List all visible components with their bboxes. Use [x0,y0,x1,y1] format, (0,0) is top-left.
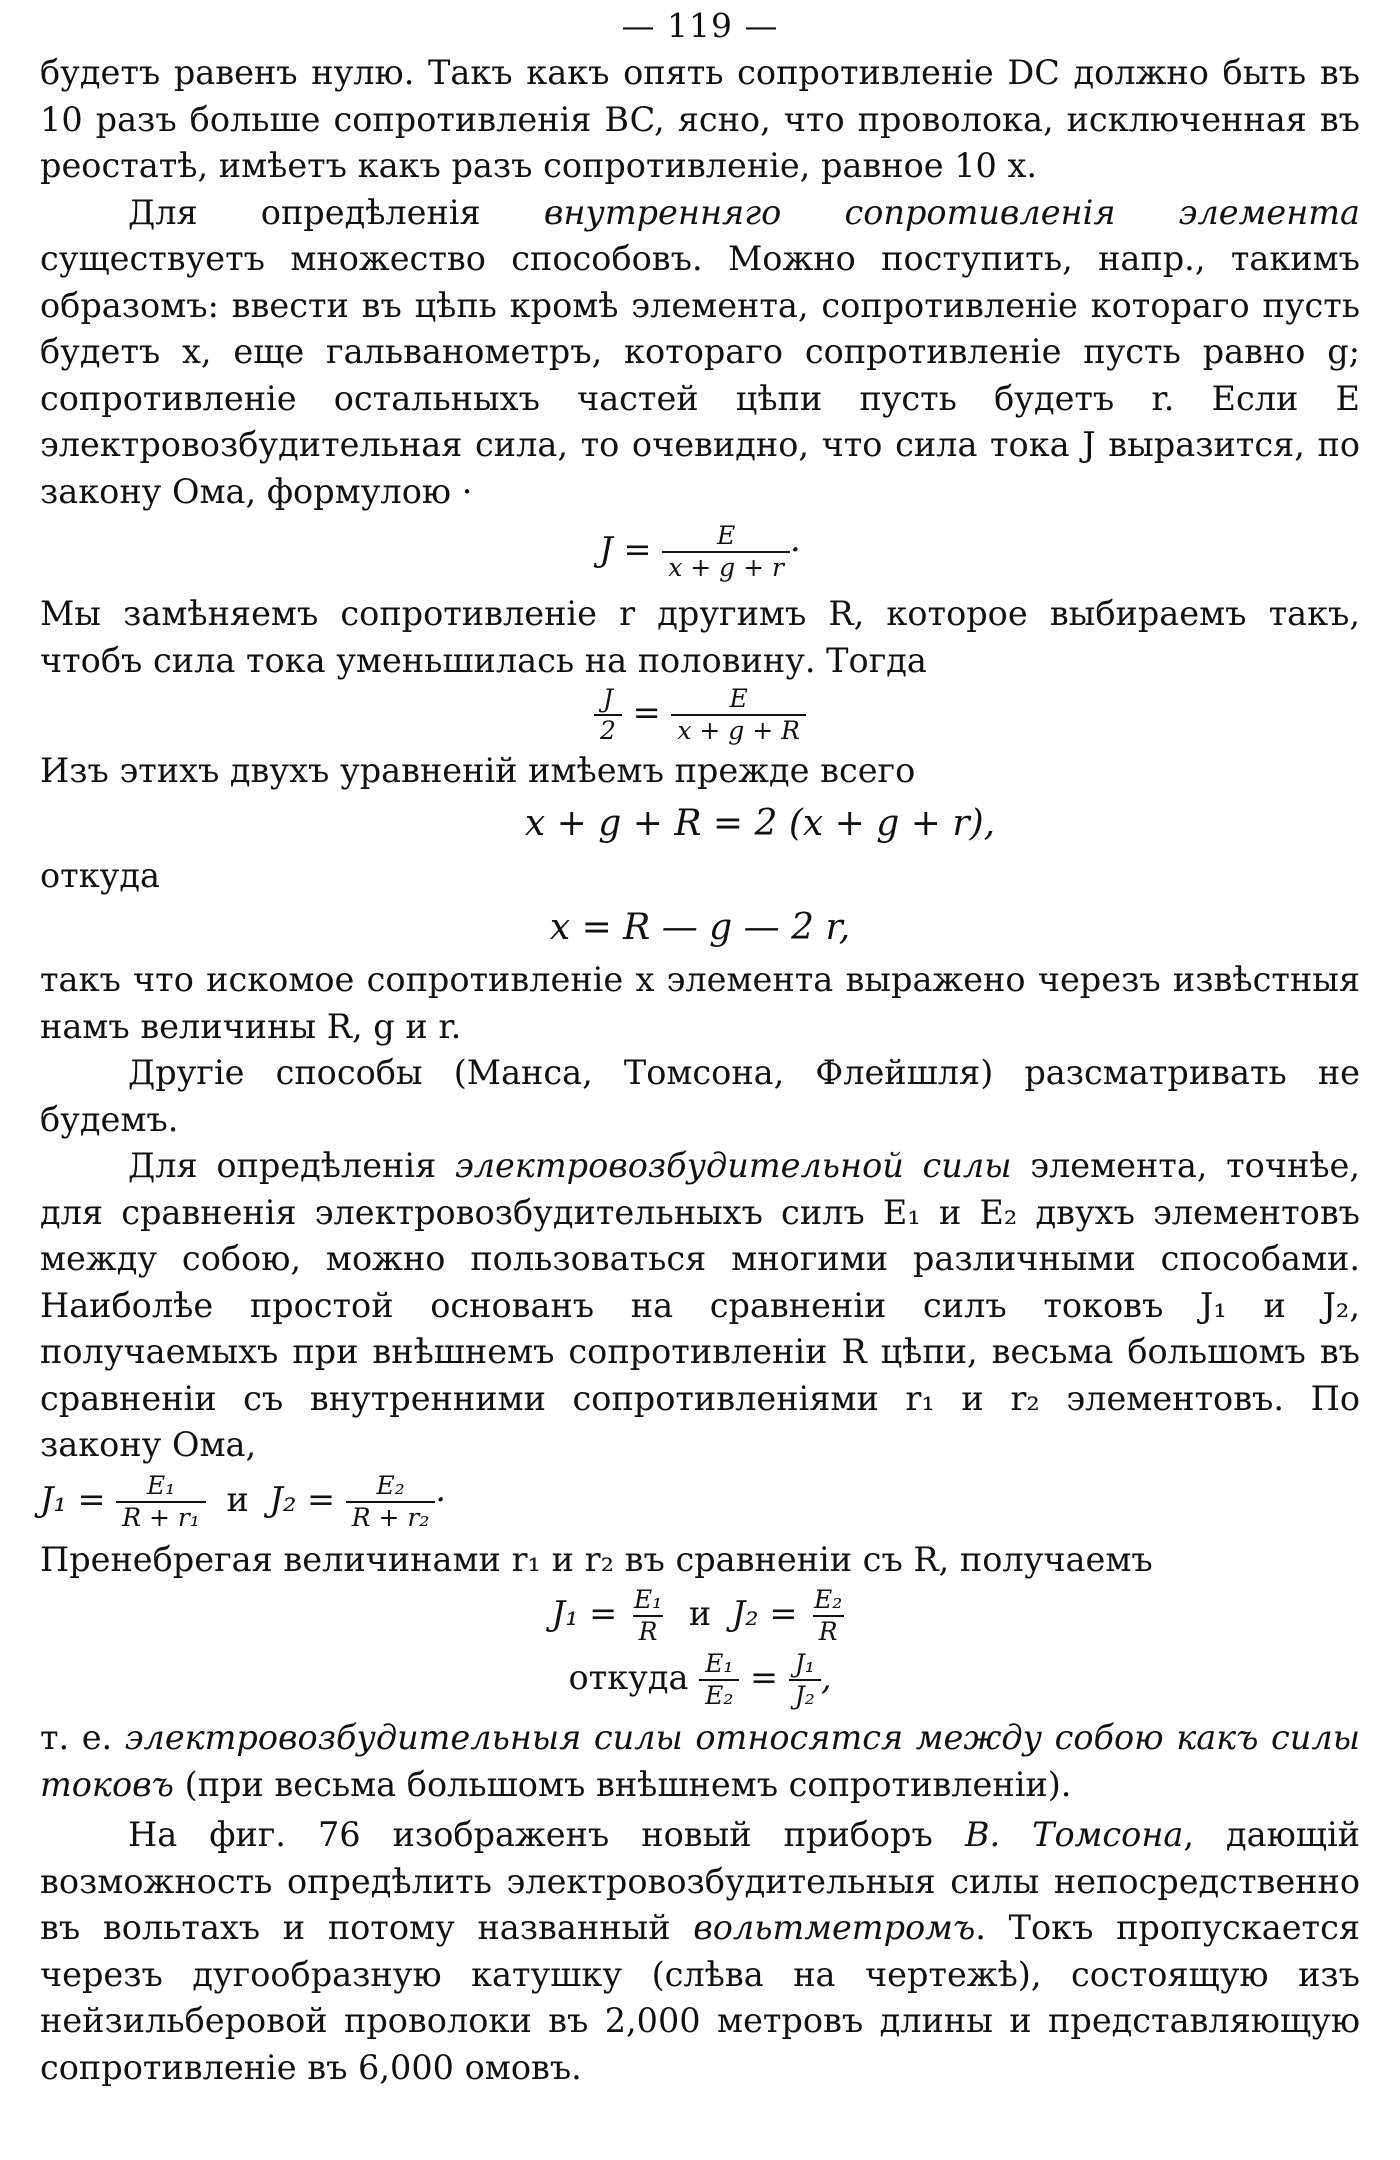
p10-text-c: (при весьма большомъ внѣшнемъ сопротивленіи). [173,1764,1072,1804]
eq5-denominator-1: R + r₁ [116,1501,206,1533]
eq6-lhs-1: J₁ = [551,1594,618,1633]
eq5-lhs-1: J₁ = [40,1479,106,1519]
page-number: — 119 — [621,6,779,45]
eq7-end: , [820,1658,832,1697]
p11-emphasis-term: вольтметромъ [693,1908,976,1947]
p11-text-a: На фиг. 76 изображенъ новый приборъ [128,1815,965,1854]
equation-5 [40,1471,1360,1533]
eq7-denominator-2: J₂ [789,1679,821,1711]
equation-6 [40,1585,1360,1647]
eq6-numerator-1: E₁ [633,1585,663,1614]
eq6-fraction-2 [808,1585,848,1647]
eq7-equals: = [750,1658,779,1697]
paragraph-10 [40,1715,1360,1808]
eq5-and: и [226,1479,249,1519]
eq7-fraction-1 [699,1649,739,1711]
eq5-fraction-2 [346,1471,436,1533]
eq6-fraction-1 [628,1585,668,1647]
p2-text-a: Для опредѣленія [128,192,544,232]
eq1-numerator: E [716,521,736,550]
eq6-denominator-2: R [813,1615,844,1647]
eq1-lhs: J = [599,530,652,569]
eq6-lhs-2: J₂ = [731,1594,798,1633]
paragraph-2 [40,190,1360,516]
eq5-fraction-1 [116,1471,206,1533]
eq1-denominator: x + g + r [662,551,790,583]
eq2-left-fraction [594,684,622,746]
paragraph-3: Мы замѣняемъ сопротивленіе r другимъ R, которое выбираемъ такъ, чтобъ сила тока уменьшилась на половину. Тогда [40,594,1360,680]
p10-emphasis: электровозбудительныя силы относятся между собою какъ силы токовъ [40,1718,1360,1804]
eq7-denominator-1: E₂ [699,1679,739,1711]
eq2-right-denominator: x + g + R [671,714,806,746]
p11-text-e: . Токъ пропускается черезъ дугообразную катушку (слѣва на чертежѣ), состоящую изъ нейзильберовой проволоки въ 2,000 метровъ длины и представляющую сопротивленіе въ 6,000 омовъ. [40,1908,1360,2087]
p8-emphasis: электровозбудительной силы [454,1146,1012,1185]
paragraph-1: будетъ равенъ нулю. Такъ какъ опять сопротивленіе DC должно быть въ 10 разъ больше сопротивленія BC, ясно, что проволока, исключенная въ реостатѣ, имѣетъ какъ разъ сопротивленіе, равное 10 x. [40,53,1360,185]
eq7-numerator-2: J₁ [794,1649,815,1678]
eq6-numerator-2: E₂ [814,1585,843,1614]
eq6-denominator-1: R [633,1615,664,1647]
p2-emphasis: внутренняго сопротивленія элемента [543,192,1360,232]
equation-3: x + g + R = 2 (x + g + r), [524,802,996,844]
equation-4: x = R — g — 2 r, [549,907,851,948]
book-page [40,0,1360,2091]
eq1-fraction [662,521,790,583]
eq2-equals: = [632,693,661,732]
eq2-right-fraction [671,684,806,746]
eq2-left-numerator: J [602,684,614,713]
paragraph-5: откуда [40,855,160,895]
p8-text-c: элемента, точнѣе, для сравненія электровозбудительныхъ силъ E₁ и E₂ двухъ элементовъ между собою, можно пользоваться многими различными способами. Наиболѣе простой основанъ на сравненіи силъ токовъ J₁ и J₂, получаемыхъ при внѣшнемъ сопротивленіи R цѣпи, весьма большомъ въ сравненіи съ внутренними сопротивленіями r₁ и r₂ элементовъ. По закону Ома, [40,1146,1360,1464]
paragraph-4: Изъ этихъ двухъ уравненій имѣемъ прежде всего [40,751,916,790]
p10-text-a: т. е. [40,1718,125,1757]
eq2-right-numerator: E [729,684,748,713]
paragraph-9: Пренебрегая величинами r₁ и r₂ въ сравненіи съ R, получаемъ [40,1539,1153,1579]
eq7-fraction-2 [789,1649,821,1711]
eq5-denominator-2: R + r₂ [346,1501,436,1533]
eq2-left-denominator: 2 [594,714,622,746]
paragraph-11 [40,1812,1360,2091]
eq7-whence: откуда [568,1658,689,1697]
eq5-numerator-2: E₂ [376,1470,405,1500]
p11-emphasis-name: В. Томсона [964,1815,1184,1854]
equation-2 [40,684,1360,746]
eq5-lhs-2: J₂ = [269,1479,336,1519]
p8-text-a: Для опредѣленія [128,1146,455,1185]
eq5-end: · [435,1479,447,1519]
paragraph-7: Другіе способы (Манса, Томсона, Флейшля) разсматривать не будемъ. [40,1053,1360,1139]
p2-text-c: существуетъ множество способовъ. Можно поступить, напр., такимъ образомъ: ввести въ цѣпь кромѣ элемента, сопротивленіе котораго пусть будетъ x, еще гальванометръ, котораго сопротивленіе пусть равно g; сопротивленіе остальныхъ частей цѣпи пусть будетъ r. Если E электровозбудительная сила, то очевидно, что сила тока J выразится, по закону Ома, формулою · [40,239,1360,511]
eq7-numerator-1: E₁ [705,1649,734,1678]
equation-1 [40,521,1360,583]
p11-text-c: , дающій возможность опредѣлить электровозбудительныя силы непосредственно въ вольтахъ и потому названный [40,1815,1360,1947]
eq6-and: и [688,1594,712,1633]
equation-7 [40,1649,1360,1711]
eq5-numerator-1: E₁ [146,1470,176,1500]
eq1-end: · [789,530,801,569]
paragraph-8 [40,1143,1360,1469]
paragraph-6: такъ что искомое сопротивленіе x элемента выражено черезъ извѣстныя намъ величины R, g и r. [40,960,1360,1046]
